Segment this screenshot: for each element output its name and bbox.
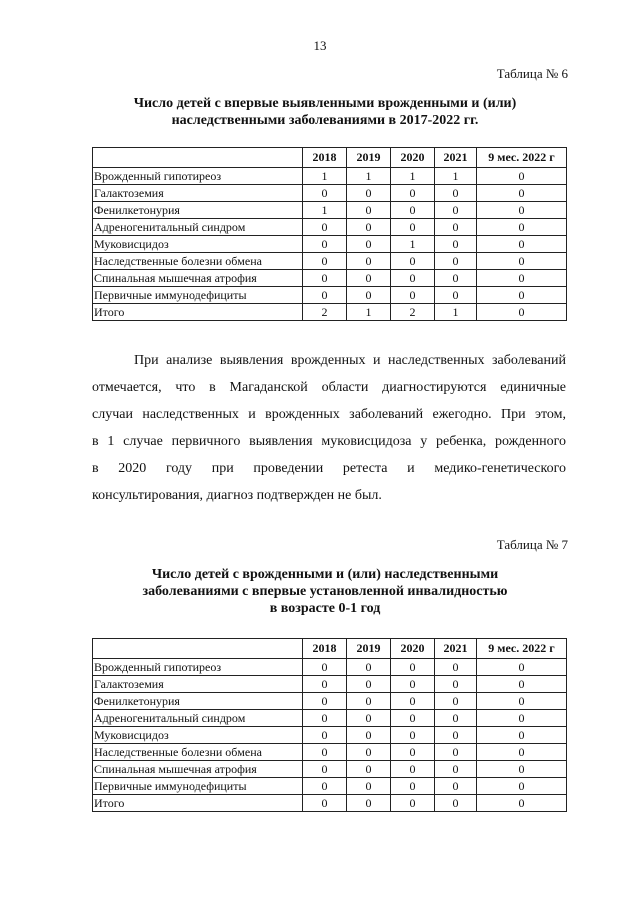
value-cell: 0 — [477, 744, 567, 761]
value-cell: 0 — [303, 693, 347, 710]
value-cell: 1 — [347, 168, 391, 185]
value-cell: 0 — [477, 693, 567, 710]
value-cell: 0 — [303, 676, 347, 693]
value-cell: 2 — [303, 304, 347, 321]
column-header: 2021 — [435, 148, 477, 168]
table-row — [93, 744, 567, 761]
row-label-cell: Итого — [93, 795, 303, 812]
value-cell: 0 — [303, 659, 347, 676]
value-cell: 0 — [391, 219, 435, 236]
value-cell: 0 — [347, 287, 391, 304]
value-cell: 0 — [477, 304, 567, 321]
row-label-cell: Врожденный гипотиреоз — [93, 168, 303, 185]
value-cell: 0 — [391, 795, 435, 812]
value-cell: 0 — [303, 761, 347, 778]
value-cell: 0 — [477, 676, 567, 693]
value-cell: 0 — [347, 710, 391, 727]
value-cell: 0 — [435, 744, 477, 761]
value-cell: 0 — [303, 253, 347, 270]
row-label-cell: Фенилкетонурия — [93, 202, 303, 219]
value-cell: 1 — [435, 304, 477, 321]
value-cell: 0 — [435, 253, 477, 270]
value-cell: 1 — [347, 304, 391, 321]
table-row — [93, 287, 567, 304]
table-row — [93, 659, 567, 676]
value-cell: 1 — [303, 202, 347, 219]
table-6-label: Таблица № 6 — [496, 66, 568, 81]
table-6-title-line: Число детей с впервые выявленными врожденными и (или) — [133, 96, 517, 111]
value-cell: 0 — [391, 761, 435, 778]
column-header: 2018 — [303, 639, 347, 659]
value-cell: 0 — [391, 253, 435, 270]
row-label-cell: Итого — [93, 304, 303, 321]
table-7-title — [80, 566, 570, 617]
value-cell: 0 — [435, 270, 477, 287]
paragraph-line: случаи наследственных и врожденных заболеваний ежегодно. При этом, — [92, 407, 566, 422]
value-cell: 0 — [347, 693, 391, 710]
column-header: 2020 — [391, 639, 435, 659]
value-cell: 0 — [347, 676, 391, 693]
value-cell: 0 — [435, 185, 477, 202]
header-corner-cell — [93, 148, 303, 168]
paragraph-line: отмечается, что в Магаданской области диагностируются единичные — [92, 380, 566, 395]
value-cell: 0 — [303, 270, 347, 287]
value-cell: 0 — [391, 270, 435, 287]
value-cell: 0 — [391, 693, 435, 710]
column-header: 2019 — [347, 639, 391, 659]
paragraph-line: консультирования, диагноз подтвержден не был. — [92, 488, 382, 503]
value-cell: 0 — [347, 744, 391, 761]
value-cell: 0 — [435, 202, 477, 219]
table-row — [93, 202, 567, 219]
table-7-label: Таблица № 7 — [496, 537, 568, 552]
value-cell: 0 — [391, 778, 435, 795]
column-header: 2020 — [391, 148, 435, 168]
table-row — [93, 236, 567, 253]
table-row — [93, 693, 567, 710]
value-cell: 0 — [435, 710, 477, 727]
value-cell: 0 — [477, 236, 567, 253]
column-header: 2021 — [435, 639, 477, 659]
value-cell: 0 — [391, 202, 435, 219]
value-cell: 0 — [477, 253, 567, 270]
value-cell: 0 — [391, 744, 435, 761]
row-label-cell: Первичные иммунодефициты — [93, 778, 303, 795]
value-cell: 0 — [303, 185, 347, 202]
row-label-cell: Спинальная мышечная атрофия — [93, 270, 303, 287]
table-7-title-line: заболеваниями с впервые установленной инвалидностью — [142, 584, 508, 599]
table-7 — [92, 638, 567, 812]
value-cell: 0 — [477, 710, 567, 727]
row-label-cell: Спинальная мышечная атрофия — [93, 761, 303, 778]
table-row — [93, 761, 567, 778]
column-header: 9 мес. 2022 г — [477, 148, 567, 168]
value-cell: 0 — [435, 219, 477, 236]
value-cell: 0 — [477, 778, 567, 795]
value-cell: 0 — [347, 253, 391, 270]
value-cell: 0 — [435, 795, 477, 812]
value-cell: 0 — [347, 795, 391, 812]
value-cell: 0 — [347, 236, 391, 253]
row-label-cell: Врожденный гипотиреоз — [93, 659, 303, 676]
row-label-cell: Галактоземия — [93, 676, 303, 693]
value-cell: 0 — [435, 236, 477, 253]
row-label-cell: Фенилкетонурия — [93, 693, 303, 710]
table-row — [93, 185, 567, 202]
table-7-title-line: Число детей с врожденными и (или) наследственными — [151, 567, 499, 582]
table-header-row — [93, 148, 567, 168]
value-cell: 0 — [477, 659, 567, 676]
value-cell: 0 — [477, 185, 567, 202]
table-row — [93, 168, 567, 185]
value-cell: 0 — [435, 659, 477, 676]
value-cell: 0 — [347, 761, 391, 778]
value-cell: 0 — [347, 219, 391, 236]
value-cell: 0 — [435, 778, 477, 795]
value-cell: 0 — [477, 202, 567, 219]
body-paragraph — [92, 347, 566, 509]
value-cell: 0 — [347, 270, 391, 287]
value-cell: 0 — [477, 761, 567, 778]
value-cell: 0 — [347, 659, 391, 676]
table-row — [93, 676, 567, 693]
value-cell: 0 — [435, 761, 477, 778]
row-label-cell: Галактоземия — [93, 185, 303, 202]
value-cell: 0 — [477, 219, 567, 236]
row-label-cell: Адреногенитальный синдром — [93, 710, 303, 727]
row-label-cell: Первичные иммунодефициты — [93, 287, 303, 304]
header-corner-cell — [93, 639, 303, 659]
value-cell: 1 — [303, 168, 347, 185]
table-row — [93, 219, 567, 236]
value-cell: 0 — [435, 287, 477, 304]
value-cell: 1 — [391, 236, 435, 253]
value-cell: 0 — [347, 185, 391, 202]
value-cell: 0 — [391, 659, 435, 676]
table-row — [93, 253, 567, 270]
page-number: 13 — [313, 38, 327, 53]
value-cell: 0 — [391, 710, 435, 727]
table-7-title-line: в возрасте 0-1 год — [269, 601, 381, 616]
row-label-cell: Муковисцидоз — [93, 236, 303, 253]
value-cell: 0 — [477, 270, 567, 287]
value-cell: 0 — [477, 168, 567, 185]
table-6-title-line: наследственными заболеваниями в 2017-2022 гг. — [171, 113, 479, 128]
value-cell: 0 — [477, 727, 567, 744]
value-cell: 0 — [391, 727, 435, 744]
value-cell: 0 — [303, 710, 347, 727]
value-cell: 0 — [391, 185, 435, 202]
table-row — [93, 795, 567, 812]
table-row — [93, 727, 567, 744]
table-6 — [92, 147, 567, 321]
value-cell: 0 — [303, 795, 347, 812]
paragraph-line: в 1 случае первичного выявления муковисцидоза у ребенка, рожденного — [92, 434, 566, 449]
value-cell: 0 — [347, 778, 391, 795]
column-header: 2019 — [347, 148, 391, 168]
value-cell: 0 — [435, 693, 477, 710]
paragraph-line: При анализе выявления врожденных и наследственных заболеваний — [134, 353, 566, 368]
value-cell: 0 — [303, 287, 347, 304]
table-row — [93, 270, 567, 287]
row-label-cell: Адреногенитальный синдром — [93, 219, 303, 236]
table-row — [93, 304, 567, 321]
table-row — [93, 778, 567, 795]
column-header: 2018 — [303, 148, 347, 168]
value-cell: 0 — [303, 236, 347, 253]
table-6-title — [80, 95, 570, 129]
value-cell: 0 — [435, 676, 477, 693]
value-cell: 0 — [477, 795, 567, 812]
value-cell: 1 — [435, 168, 477, 185]
value-cell: 0 — [477, 287, 567, 304]
value-cell: 0 — [303, 727, 347, 744]
value-cell: 0 — [303, 744, 347, 761]
value-cell: 0 — [347, 202, 391, 219]
row-label-cell: Муковисцидоз — [93, 727, 303, 744]
value-cell: 0 — [303, 219, 347, 236]
value-cell: 0 — [435, 727, 477, 744]
row-label-cell: Наследственные болезни обмена — [93, 253, 303, 270]
value-cell: 2 — [391, 304, 435, 321]
value-cell: 0 — [391, 676, 435, 693]
column-header: 9 мес. 2022 г — [477, 639, 567, 659]
value-cell: 0 — [391, 287, 435, 304]
paragraph-line: в 2020 году при проведении ретеста и медико-генетического — [92, 461, 566, 476]
value-cell: 0 — [303, 778, 347, 795]
table-row — [93, 710, 567, 727]
row-label-cell: Наследственные болезни обмена — [93, 744, 303, 761]
value-cell: 1 — [391, 168, 435, 185]
value-cell: 0 — [347, 727, 391, 744]
table-header-row — [93, 639, 567, 659]
